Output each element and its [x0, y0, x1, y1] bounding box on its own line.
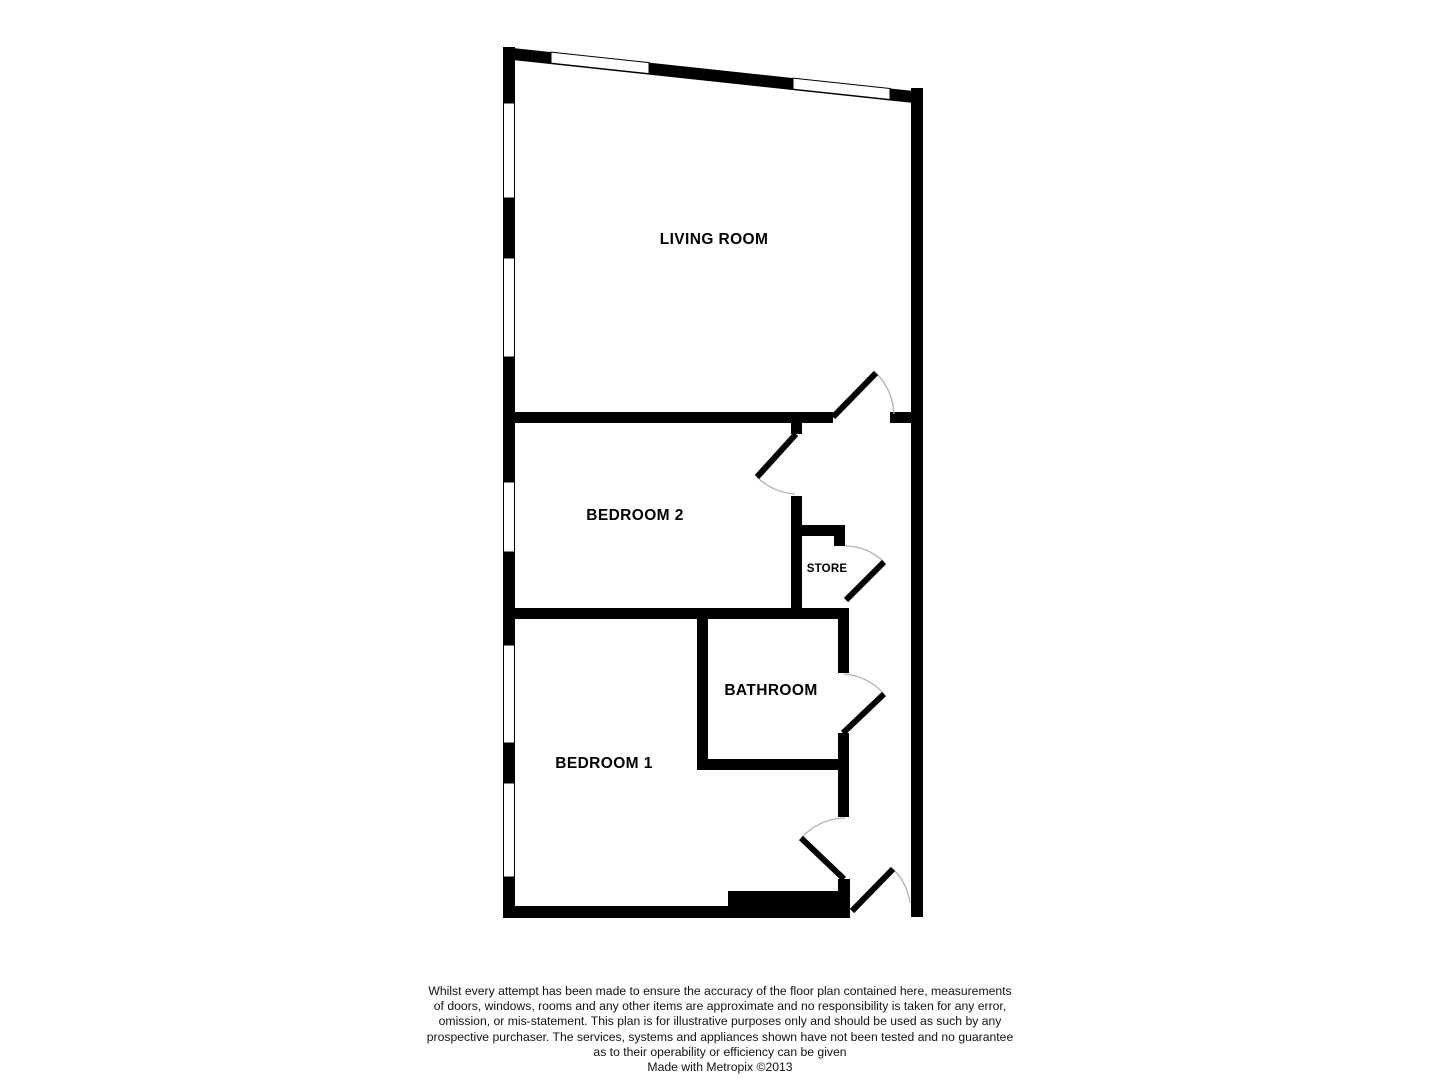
door-leaf — [843, 694, 884, 733]
store-door — [845, 546, 884, 600]
store-top-wall — [802, 525, 845, 536]
disclaimer-line: of doors, windows, rooms and any other items are approximate and no responsibility is taken for any error, — [433, 999, 1007, 1014]
window-top-1 — [551, 52, 649, 74]
doors — [757, 373, 910, 911]
bathroom-left-wall — [697, 619, 708, 766]
bedroom2-right-wall-upper — [791, 412, 802, 434]
bedroom2-right-wall-lower — [791, 496, 802, 619]
door-swing-arc — [801, 818, 845, 838]
door-leaf — [846, 562, 884, 600]
window-left-4 — [504, 645, 515, 743]
bedroom2-label: BEDROOM 2 — [586, 507, 684, 524]
bottom-threshold-block — [728, 891, 848, 918]
store-label: STORE — [806, 563, 848, 575]
door-leaf — [833, 373, 876, 417]
door-swing-arc — [893, 869, 910, 903]
disclaimer-line: omission, or mis-statement. This plan is for illustrative purposes only and should be used as such by any — [438, 1014, 1002, 1029]
bathroom-door — [843, 674, 884, 733]
living-room-door — [833, 373, 894, 417]
hallway-wall-upper — [838, 608, 849, 673]
door-leaf — [801, 838, 844, 879]
livingroom-door-stub — [890, 412, 911, 423]
store-door-jamb — [834, 536, 845, 546]
door-swing-arc — [845, 546, 884, 562]
metropix-credit: Made with Metropix ©2013 — [647, 1060, 793, 1075]
outer-walls — [503, 47, 923, 918]
window-left-1 — [504, 103, 515, 198]
bedroom1-label: BEDROOM 1 — [555, 755, 653, 772]
window-left-5 — [504, 783, 515, 877]
bathroom-south-wall — [697, 759, 847, 770]
disclaimer-line: Whilst every attempt has been made to ensure the accuracy of the floor plan contained here, measurements — [428, 984, 1012, 998]
door-swing-arc — [757, 477, 795, 494]
door-swing-arc — [876, 373, 894, 414]
window-top-2 — [793, 78, 890, 99]
disclaimer-line: prospective purchaser. The services, systems and appliances shown have not been tested and no guarantee — [426, 1029, 1014, 1044]
disclaimer-block — [0, 984, 1440, 1075]
bathroom-label: BATHROOM — [724, 682, 818, 699]
bedroom1-door — [801, 818, 845, 879]
window-left-2 — [504, 258, 515, 357]
door-leaf — [852, 869, 893, 911]
windows — [504, 52, 891, 877]
entrance-door-jamb — [838, 879, 850, 907]
bedroom2-bedroom1-wall — [503, 608, 849, 619]
entrance-door — [852, 869, 910, 911]
livingroom-bedroom2-wall — [503, 412, 833, 423]
right-wall — [911, 88, 923, 917]
window-left-3 — [504, 482, 515, 552]
door-leaf — [757, 434, 796, 477]
disclaimer-line: as to their operability or efficiency can be given — [593, 1044, 847, 1059]
bedroom2-door — [757, 434, 796, 494]
living-room-label: LIVING ROOM — [659, 231, 769, 248]
door-swing-arc — [844, 674, 884, 694]
hallway-wall-lower — [838, 733, 849, 817]
